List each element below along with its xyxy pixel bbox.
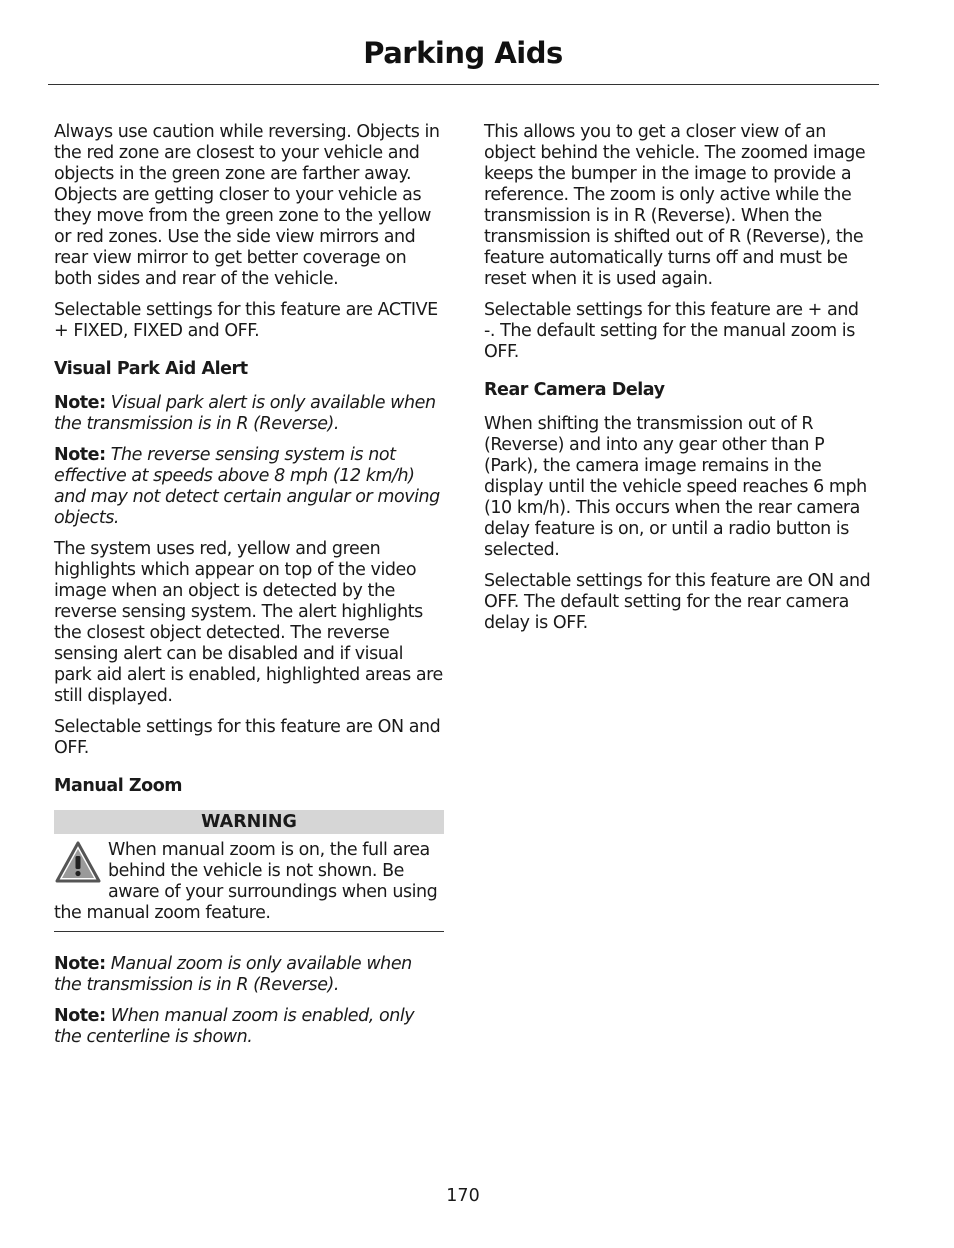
page-title: Parking Aids <box>363 36 563 70</box>
note-text: Visual park alert is only available when the transmission is in R (Reverse). <box>54 393 436 434</box>
note-reverse-sensing <box>54 445 444 529</box>
delay-settings-paragraph: Selectable settings for this feature are ON and OFF. The default setting for the rear camera delay is OFF. <box>484 571 871 633</box>
note-centerline <box>54 1006 444 1048</box>
rear-camera-delay-heading: Rear Camera Delay <box>484 380 665 400</box>
warning-text: When manual zoom is on, the full area behind the vehicle is not shown. Be aware of your surroundings when using the manual zoom feature. <box>54 840 438 923</box>
zoom-settings-paragraph: Selectable settings for this feature are + and -. The default setting for the manual zoom is OFF. <box>484 300 859 362</box>
visual-park-aid-alert-heading: Visual Park Aid Alert <box>54 359 248 379</box>
alert-settings-paragraph: Selectable settings for this feature are ON and OFF. <box>54 717 441 758</box>
warning-triangle-icon <box>54 840 102 884</box>
warning-box <box>54 840 444 932</box>
camera-delay-paragraph: When shifting the transmission out of R (Reverse) and into any gear other than P (Park), the camera image remains in the display until the vehicle speed reaches 6 mph (10 km/h). This occurs when the rear camera delay feature is on, or until a radio button is selected. <box>484 414 867 560</box>
note-text: The reverse sensing system is not effective at speeds above 8 mph (12 km/h) and may not detect certain angular or moving objects. <box>54 445 440 528</box>
note-manual-zoom-availability <box>54 954 444 996</box>
right-column <box>484 122 874 644</box>
note-text: When manual zoom is enabled, only the centerline is shown. <box>54 1006 415 1047</box>
note-visual-alert <box>54 393 444 435</box>
zone-settings-paragraph: Selectable settings for this feature are ACTIVE + FIXED, FIXED and OFF. <box>54 300 438 341</box>
title-divider <box>48 84 879 85</box>
warning-header: WARNING <box>54 810 444 834</box>
left-column <box>54 122 444 1058</box>
note-label: Note: <box>54 954 106 974</box>
highlights-paragraph: The system uses red, yellow and green highlights which appear on top of the video image when an object is detected by the reverse sensing system. The alert highlights the closest object detected. The reverse sensing alert can be disabled and if visual park aid alert is enabled, highlighted areas are still displayed. <box>54 539 443 706</box>
reversing-caution-paragraph: Always use caution while reversing. Objects in the red zone are closest to your vehicle and objects in the green zone are farther away. Objects are getting closer to your vehicle as they move from the green zone to the yellow or red zones. Use the side view mirrors and rear view mirror to get better coverage on both sides and rear of the vehicle. <box>54 122 440 289</box>
note-label: Note: <box>54 445 106 465</box>
manual-zoom-heading: Manual Zoom <box>54 776 183 796</box>
note-label: Note: <box>54 393 106 413</box>
page-number: 170 <box>446 1186 480 1206</box>
note-text: Manual zoom is only available when the transmission is in R (Reverse). <box>54 954 412 995</box>
zoom-description-paragraph: This allows you to get a closer view of an object behind the vehicle. The zoomed image keeps the bumper in the image to provide a reference. The zoom is only active while the transmission is in R (Reverse). When the transmission is shifted out of R (Reverse), the feature automatically turns off and must be reset when it is used again. <box>484 122 866 289</box>
note-label: Note: <box>54 1006 106 1026</box>
